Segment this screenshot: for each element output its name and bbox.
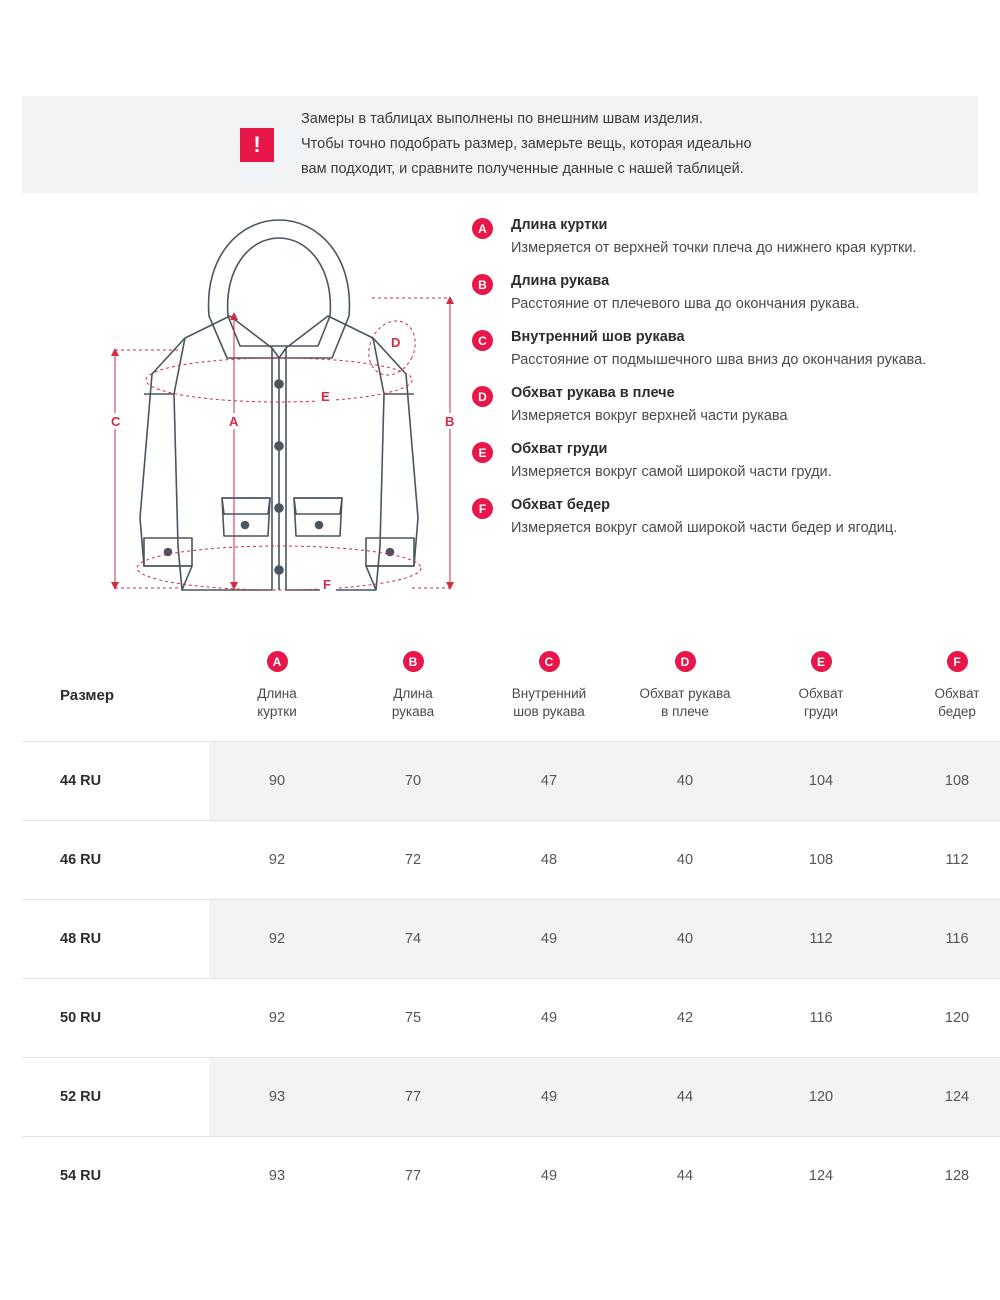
header-col-c (481, 625, 617, 742)
exclamation-icon: ! (240, 128, 274, 162)
legend-desc-a: Измеряется от верхней точки плеча до нижнего края куртки. (511, 240, 917, 256)
legend-item-a (472, 216, 972, 259)
cell-c: 47 (481, 742, 617, 821)
table-row (22, 900, 1000, 979)
header-size (22, 625, 209, 742)
legend-item-d (472, 384, 972, 427)
header-label-b-line2: рукава (391, 704, 435, 719)
cell-d: 44 (617, 1058, 753, 1137)
header-label-f-line1: Обхват (934, 686, 980, 701)
cell-a: 90 (209, 742, 345, 821)
diagram-marker-a: A (229, 414, 239, 429)
header-badge-f: F (947, 651, 968, 672)
measurement-notice (22, 96, 978, 193)
cell-a: 92 (209, 979, 345, 1058)
header-badge-a: A (267, 651, 288, 672)
header-label-d-line1: Обхват рукава (639, 686, 731, 701)
cell-e: 116 (753, 979, 889, 1058)
cell-c: 49 (481, 900, 617, 979)
header-size-label: Размер (60, 687, 115, 704)
cell-d: 40 (617, 821, 753, 900)
table-row (22, 821, 1000, 900)
legend-title-c: Внутренний шов рукава (511, 329, 685, 345)
legend-item-c (472, 328, 972, 371)
diagram-marker-f: F (323, 577, 331, 592)
cell-b: 74 (345, 900, 481, 979)
table-row (22, 1137, 1000, 1216)
legend-item-f (472, 496, 972, 539)
header-badge-c: C (539, 651, 560, 672)
legend-item-b (472, 272, 972, 315)
diagram-marker-b: B (445, 414, 455, 429)
cell-e: 112 (753, 900, 889, 979)
cell-d: 44 (617, 1137, 753, 1216)
cell-a: 92 (209, 821, 345, 900)
header-col-d (617, 625, 753, 742)
cell-f: 128 (889, 1137, 1000, 1216)
header-col-f (889, 625, 1000, 742)
header-label-d-line2: в плече (661, 704, 709, 719)
cell-f: 112 (889, 821, 1000, 900)
header-label-e-line2: груди (803, 704, 838, 719)
header-label-a-line1: Длина (257, 686, 297, 701)
legend-title-e: Обхват груди (511, 441, 608, 457)
notice-line-2: Чтобы точно подобрать размер, замерьте вещь, которая идеально (301, 136, 752, 152)
legend-badge-f: F (472, 498, 493, 519)
jacket-diagram (82, 198, 482, 618)
size-table-wrap (22, 625, 978, 1215)
header-label-e-line1: Обхват (798, 686, 844, 701)
legend-desc-c: Расстояние от подмышечного шва вниз до окончания рукава. (511, 352, 927, 368)
cell-d: 40 (617, 742, 753, 821)
header-label-c-line2: шов рукава (513, 704, 585, 719)
cell-b: 75 (345, 979, 481, 1058)
legend-badge-a: A (472, 218, 493, 239)
header-badge-e: E (811, 651, 832, 672)
diagram-marker-d: D (391, 335, 401, 350)
header-label-c-line1: Внутренний (511, 686, 587, 701)
diagram-marker-c: C (111, 414, 121, 429)
header-label-b-line1: Длина (393, 686, 433, 701)
cell-e: 104 (753, 742, 889, 821)
legend-title-a: Длина куртки (511, 217, 608, 233)
legend-title-f: Обхват бедер (511, 497, 611, 513)
cell-c: 48 (481, 821, 617, 900)
row-size: 54 RU (22, 1137, 209, 1216)
cell-b: 77 (345, 1058, 481, 1137)
notice-text (301, 107, 752, 182)
legend-title-b: Длина рукава (511, 273, 610, 289)
legend-badge-c: C (472, 330, 493, 351)
row-size: 50 RU (22, 979, 209, 1058)
legend-badge-b: B (472, 274, 493, 295)
notice-line-3: вам подходит, и сравните полученные данные с нашей таблицей. (301, 161, 744, 177)
cell-c: 49 (481, 1058, 617, 1137)
table-row (22, 979, 1000, 1058)
cell-b: 77 (345, 1137, 481, 1216)
header-col-e (753, 625, 889, 742)
table-row (22, 1058, 1000, 1137)
legend-title-d: Обхват рукава в плече (511, 385, 675, 401)
header-label-f-line2: бедер (938, 704, 976, 719)
header-col-a (209, 625, 345, 742)
cell-e: 124 (753, 1137, 889, 1216)
header-badge-b: B (403, 651, 424, 672)
legend-desc-f: Измеряется вокруг самой широкой части бедер и ягодиц. (511, 520, 898, 536)
legend-item-e (472, 440, 972, 483)
cell-f: 120 (889, 979, 1000, 1058)
row-size: 48 RU (22, 900, 209, 979)
header-label-a-line2: куртки (257, 704, 297, 719)
cell-f: 116 (889, 900, 1000, 979)
cell-e: 120 (753, 1058, 889, 1137)
table-header-row (22, 625, 1000, 742)
legend-desc-e: Измеряется вокруг самой широкой части груди. (511, 464, 832, 480)
cell-e: 108 (753, 821, 889, 900)
cell-c: 49 (481, 1137, 617, 1216)
cell-d: 40 (617, 900, 753, 979)
row-size: 52 RU (22, 1058, 209, 1137)
header-col-b (345, 625, 481, 742)
legend-list (472, 216, 972, 552)
row-size: 44 RU (22, 742, 209, 821)
cell-b: 70 (345, 742, 481, 821)
size-table (22, 625, 1000, 1215)
diagram-marker-e: E (321, 389, 330, 404)
table-row (22, 742, 1000, 821)
cell-a: 93 (209, 1058, 345, 1137)
cell-f: 108 (889, 742, 1000, 821)
header-badge-d: D (675, 651, 696, 672)
diagram-and-legend (22, 193, 978, 625)
legend-badge-d: D (472, 386, 493, 407)
notice-line-1: Замеры в таблицах выполнены по внешним швам изделия. (301, 111, 703, 127)
cell-c: 49 (481, 979, 617, 1058)
row-size: 46 RU (22, 821, 209, 900)
legend-desc-d: Измеряется вокруг верхней части рукава (511, 408, 788, 424)
cell-d: 42 (617, 979, 753, 1058)
legend-desc-b: Расстояние от плечевого шва до окончания рукава. (511, 296, 860, 312)
cell-a: 93 (209, 1137, 345, 1216)
cell-f: 124 (889, 1058, 1000, 1137)
cell-b: 72 (345, 821, 481, 900)
legend-badge-e: E (472, 442, 493, 463)
cell-a: 92 (209, 900, 345, 979)
